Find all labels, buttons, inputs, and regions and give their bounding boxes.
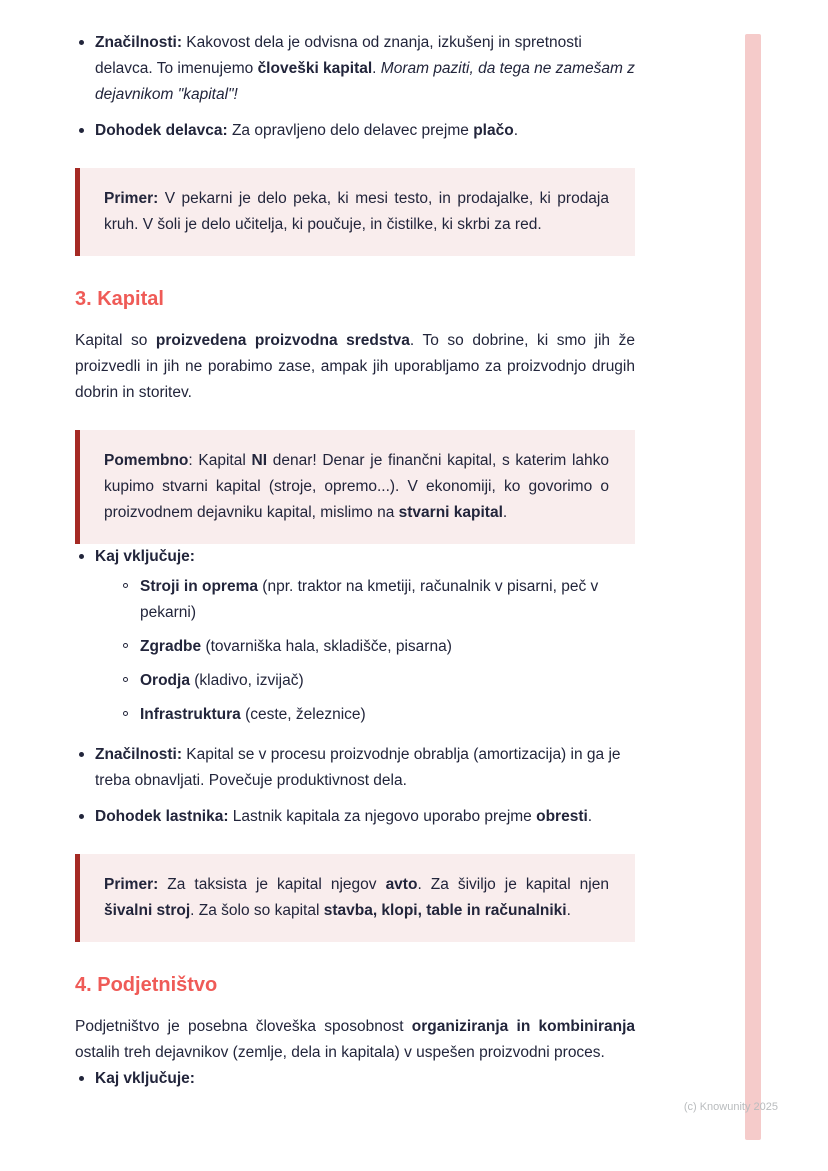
text: ostalih treh dejavnikov (zemlje, dela in kapitala) v uspešen proizvodni proces. <box>75 1044 605 1061</box>
bold-text: človeški kapital <box>257 60 373 77</box>
bold-text: Kaj vključuje: <box>95 548 195 565</box>
italic-text: Moram paziti, da tega ne zamešam z dejavnikom "kapital"! <box>95 60 635 103</box>
list-item-text <box>95 746 621 789</box>
text: . <box>587 808 593 825</box>
bold-text: Zgradbe <box>140 638 202 655</box>
text: . <box>513 122 519 139</box>
text: Podjetništvo je posebna človeška sposobnost <box>75 1018 412 1035</box>
bold-text: Dohodek lastnika: <box>95 808 229 825</box>
list-item-text <box>95 34 635 103</box>
sublist-item-zgradbe <box>122 634 635 660</box>
list-item-text <box>95 808 592 825</box>
bullet-icon <box>79 752 84 757</box>
page-content <box>75 30 635 1092</box>
list-item-text <box>95 548 195 565</box>
callout-text <box>104 448 609 526</box>
bullet-icon <box>79 814 84 819</box>
text: . <box>372 60 381 77</box>
text: Kapital so <box>75 332 156 349</box>
text: Za opravljeno delo delavec prejme <box>227 122 474 139</box>
sublist-item-stroji <box>122 574 635 626</box>
callout-text <box>104 186 609 238</box>
bold-text: Orodja <box>140 672 190 689</box>
list-item-text <box>140 578 598 621</box>
section-heading-podjetnistvo: 4. Podjetništvo <box>75 974 218 996</box>
bold-text: Stroji in oprema <box>140 578 258 595</box>
text: Kakovost dela je odvisna od znanja, izkušenj in spretnosti delavca. To imenujemo <box>95 34 582 77</box>
list-item-kaj-vkljucuje <box>75 544 635 728</box>
list-item-dohodek-delavca <box>75 118 635 144</box>
bullet-icon <box>79 128 84 133</box>
bullet-icon <box>79 40 84 45</box>
text: . <box>502 504 508 521</box>
example-callout-kapital <box>75 854 635 942</box>
bold-text: NI <box>251 452 268 469</box>
bold-text: Infrastruktura <box>140 706 241 723</box>
bold-text: stavba, klopi, table in računalniki <box>323 902 567 919</box>
text: (npr. traktor na kmetiji, računalnik v pisarni, peč v pekarni) <box>140 578 599 621</box>
bullet-list-kapital <box>75 544 635 830</box>
text: : Kapital <box>188 452 252 469</box>
text: . <box>566 902 571 919</box>
sublist-item-orodja <box>122 668 635 694</box>
list-item-znacilnosti-kapital <box>75 742 635 794</box>
text: Lastnik kapitala za njegovo uporabo prejme <box>228 808 537 825</box>
bold-text: avto <box>385 876 418 893</box>
bold-text: šivalni stroj <box>104 902 191 919</box>
text: . Za šiviljo je kapital njen <box>417 876 609 893</box>
bold-text: Kaj vključuje: <box>95 1070 195 1087</box>
sublist-item-infrastruktura <box>122 702 635 728</box>
callout-text <box>104 872 609 924</box>
list-item-znacilnosti-delo <box>75 30 635 108</box>
section-heading-kapital: 3. Kapital <box>75 288 164 310</box>
text: . Za šolo so kapital <box>190 902 324 919</box>
sublist-kapital-items <box>122 574 635 728</box>
text: (kladivo, izvijač) <box>189 672 304 689</box>
page-edge-ribbon <box>745 34 761 1140</box>
list-item-text <box>140 638 452 655</box>
paragraph-kapital-intro <box>75 328 635 406</box>
text: (ceste, železnice) <box>240 706 366 723</box>
text: Za taksista je kapital njegov <box>158 876 386 893</box>
text: V pekarni je delo peka, ki mesi testo, in prodajalke, ki prodaja kruh. V šoli je delo učitelja, ki poučuje, in čistilke, ki skrbi za red. <box>104 190 609 233</box>
list-item-text <box>140 706 366 723</box>
circle-bullet-icon <box>123 677 128 682</box>
text: Kapital se v procesu proizvodnje obrablja (amortizacija) in ga je treba obnavljati. Povečuje produktivnost dela. <box>95 746 621 789</box>
bullet-icon <box>79 1076 84 1081</box>
bullet-list-delo <box>75 30 635 144</box>
bold-text: plačo <box>473 122 514 139</box>
bold-text: organiziranja in kombiniranja <box>411 1018 635 1035</box>
list-item-text <box>140 672 304 689</box>
bold-text: proizvedena proizvodna sredstva <box>155 332 410 349</box>
bold-text: Primer: <box>104 190 159 207</box>
text: (tovarniška hala, skladišče, pisarna) <box>201 638 452 655</box>
bold-text: Značilnosti: <box>95 34 182 51</box>
list-item-text <box>95 1070 195 1087</box>
text: denar! Denar je finančni kapital, s katerim lahko kupimo stvarni kapital (stroje, opremo...). V ekonomiji, ko govorimo o proizvodnem dejavniku kapital, mislimo na <box>104 452 610 521</box>
list-item-dohodek-lastnika <box>75 804 635 830</box>
list-item-kaj-vkljucuje-2 <box>75 1066 635 1092</box>
bold-text: stvarni kapital <box>398 504 503 521</box>
bold-text: obresti <box>536 808 588 825</box>
example-callout-delo <box>75 168 635 256</box>
important-callout-kapital <box>75 430 635 544</box>
bold-text: Dohodek delavca: <box>95 122 228 139</box>
circle-bullet-icon <box>123 643 128 648</box>
circle-bullet-icon <box>123 711 128 716</box>
copyright-watermark: (c) Knowunity 2025 <box>683 1101 778 1113</box>
list-item-text <box>95 122 518 139</box>
circle-bullet-icon <box>123 583 128 588</box>
text: . To so dobrine, ki smo jih že proizvedli in jih ne porabimo zase, ampak jih uporabljamo za proizvodnjo drugih dobrin in storitev. <box>75 332 635 401</box>
bold-text: Pomembno <box>104 452 189 469</box>
bullet-list-podjetnistvo <box>75 1066 635 1092</box>
bold-text: Primer: <box>104 876 159 893</box>
bullet-icon <box>79 554 84 559</box>
paragraph-podjetnistvo-intro <box>75 1014 635 1066</box>
bold-text: Značilnosti: <box>95 746 182 763</box>
